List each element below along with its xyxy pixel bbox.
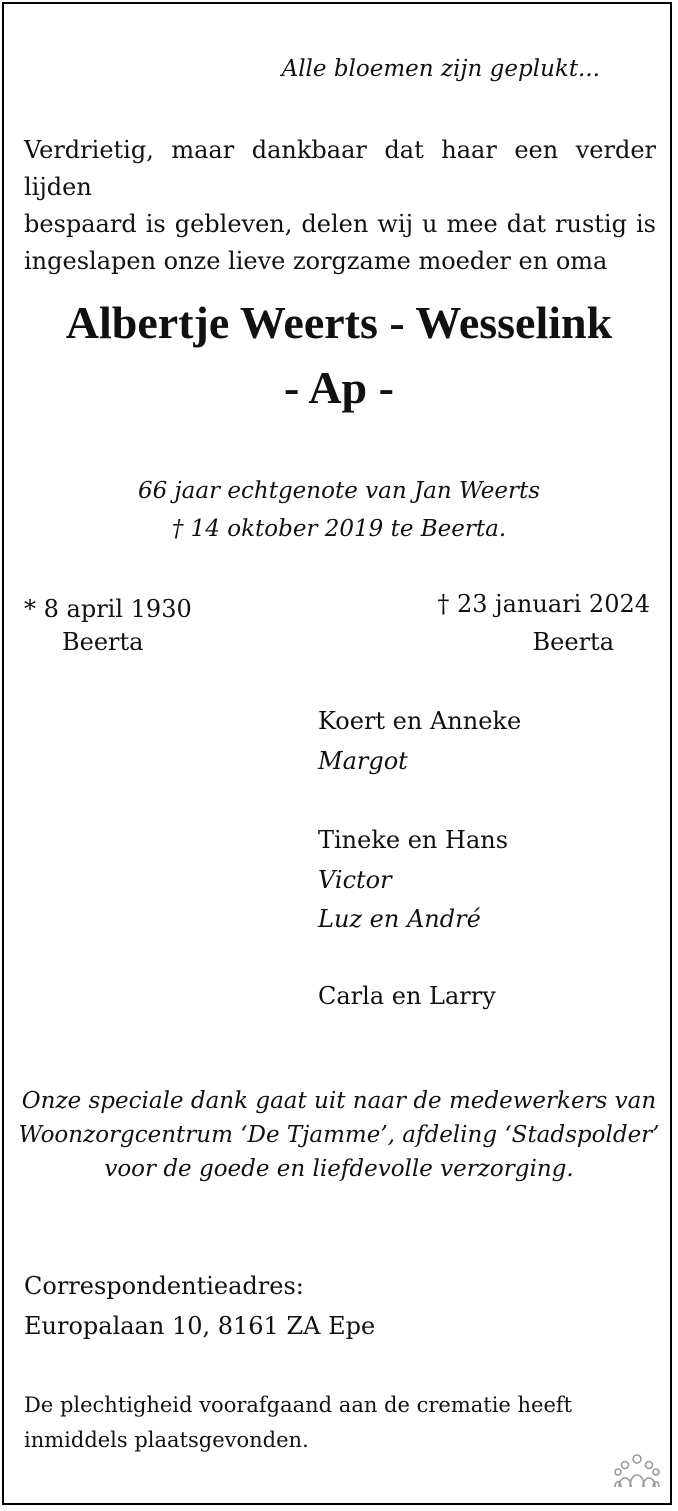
closing-line: inmiddels plaatsgevonden. — [24, 1428, 309, 1452]
family-grandchild: Luz en André — [318, 905, 481, 933]
family-grandchild: Victor — [318, 866, 392, 894]
intro-line: ingeslapen onze lieve zorgzame moeder en oma — [24, 247, 608, 275]
deceased-nickname: - Ap - — [284, 362, 394, 413]
closing-note — [24, 1388, 572, 1458]
death-place: Beerta — [532, 628, 614, 656]
people-group-icon — [614, 1453, 660, 1491]
correspondence — [24, 1266, 375, 1346]
birth-date: * 8 april 1930 — [24, 595, 192, 623]
family-parents: Koert en Anneke — [318, 707, 522, 735]
family-parents: Tineke en Hans — [318, 826, 509, 854]
motto: Alle bloemen zijn geplukt... — [281, 56, 600, 82]
intro-line: bespaard is gebleven, delen wij u mee dat rustig is — [24, 210, 656, 238]
deceased-name: Albertje Weerts - Wesselink — [65, 297, 613, 348]
thanks-text — [4, 1084, 674, 1186]
spouse-info — [4, 472, 674, 548]
family-parents: Carla en Larry — [318, 982, 496, 1010]
family-grandchild: Margot — [318, 747, 408, 775]
intro-text — [24, 132, 656, 280]
death-date: † 23 januari 2024 — [437, 590, 650, 618]
thanks-line: Onze speciale dank gaat uit naar de medewerkers van — [21, 1088, 657, 1114]
thanks-line: voor de goede en liefdevolle verzorging. — [104, 1156, 574, 1182]
closing-line: De plechtigheid voorafgaand aan de crematie heeft — [24, 1393, 573, 1417]
intro-line: Verdrietig, maar dankbaar dat haar een verder lijden — [24, 136, 656, 201]
spouse-death-line: † 14 oktober 2019 te Beerta. — [171, 516, 507, 542]
correspondence-address: Europalaan 10, 8161 ZA Epe — [24, 1312, 376, 1340]
correspondence-label: Correspondentieadres: — [24, 1272, 304, 1300]
spouse-line: 66 jaar echtgenote van Jan Weerts — [137, 478, 541, 504]
obituary-card — [2, 2, 672, 1505]
thanks-line: Woonzorgcentrum ‘De Tjamme’, afdeling ‘Stadspolder’ — [18, 1122, 660, 1148]
birth-place: Beerta — [62, 628, 144, 656]
